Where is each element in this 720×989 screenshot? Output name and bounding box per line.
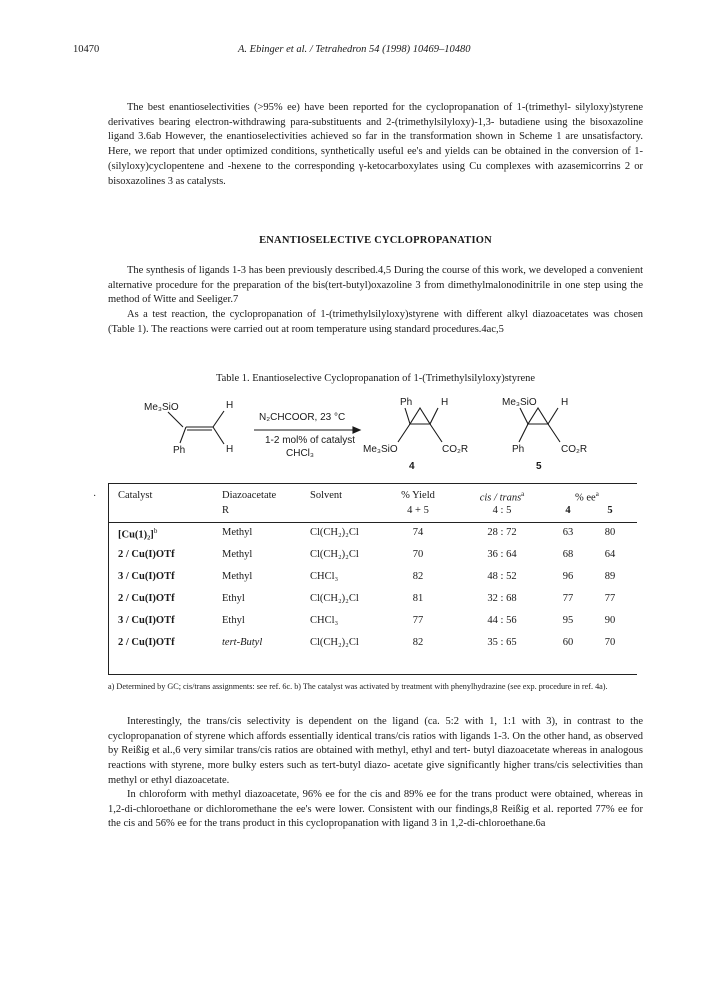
text-line: diazoacetates was chosen (Table 1). The reactions were carried out at room temperature using standard [108,309,644,335]
table-header-row-2 [108,505,637,521]
text-line: procedures.4ac,5 [432,323,504,335]
running-title: A. Ebinger et al. / Tetrahedron 54 (1998) 10469–10480 [238,44,471,55]
table-row [108,637,637,653]
catalyst-cell: 3 / Cu(I)OTf [118,615,175,626]
sm-ph: Ph [173,445,186,456]
margin-mark: · [93,491,97,502]
ee5-cell: 64 [604,549,616,560]
yield-cell: 81 [412,593,424,604]
ee5-cell: 70 [604,637,616,648]
header-cis-trans: cis / trans$^a$ [479,490,525,504]
diazoacetate-cell: Methyl [222,549,253,560]
text-line: synthetically useful ee's and yields can be obtained in the conversion of 1-(silyloxy)cyclopentene and -hexene [108,146,644,172]
text-line: acetate give significantly higher trans/cis selectivities than methyl or ethyl diazoacetate. [108,760,644,786]
diazoacetate-cell: Ethyl [222,593,245,604]
text-line: The synthesis of ligands 1-3 has been previously described.4,5 During the course of this work, we [127,265,541,276]
catalyst-cell: 2 / Cu(I)OTf [118,593,175,604]
header-ee-4: 4 [565,505,571,516]
synthesis-paragraph [108,264,643,308]
ee4-cell: 68 [562,549,574,560]
sm-h-bottom: H [226,444,234,455]
table-row [108,549,637,565]
intro-paragraph [108,101,643,189]
text-line: Interestingly, the trans/cis selectivity is dependent on the ligand (ca. 5:2 with 1, 1:1 with 3), in contrast [127,716,611,727]
p4-bond-h [430,408,438,424]
header-ee-5: 5 [607,505,613,516]
p4-bond-ph [405,408,410,424]
text-line: developed a convenient alternative procedure for the preparation of the bis(tert-butyl)oxazoline 3 from [108,265,644,291]
ratio-cell: 35 : 65 [487,637,517,648]
p5-bond-ph [519,424,528,442]
sm-bond-3 [213,411,224,427]
header-ee: % $ee^a$ [575,490,599,504]
yield-cell: 74 [412,527,424,538]
diazoacetate-cell: Ethyl [222,615,245,626]
text-line: catalysts. [187,175,226,187]
p5-me3sio: Me₃SiO [502,397,537,408]
yield-cell: 82 [412,571,424,582]
text-line: to the corresponding γ-ketocarboxylates using Cu complexes with azasemicorrins 2 or bisoxazolines 3 as [108,160,644,187]
text-line: butadiene using the bisoxazoline ligand 3.6ab However, the enantioselectivities achieved so far in the [108,116,644,143]
text-line: with ligand 3 in 1,2-di-chloroethane.6a [381,818,546,830]
header-4-to-5: 4 : 5 [492,505,512,516]
reagent-line-3: CHCl₃ [286,448,314,459]
ee5-cell: 90 [604,615,616,626]
table-row [108,527,637,543]
sm-bond-4 [213,427,224,444]
p4-bond-osi [398,424,410,442]
ratio-cell: 44 : 56 [487,615,517,626]
footnote-mark-b: b [153,527,158,535]
sm-bond-2 [180,427,186,443]
cyclopropane-4-ring [410,408,430,424]
text-line: In chloroform with methyl diazoacetate, 96% ee for the cis and 89% ee for the trans product were [127,789,552,800]
header-4-plus-5: 4 + 5 [407,505,429,516]
ee5-cell: 89 [604,571,616,582]
text-line: As a test reaction, the cyclopropanation of 1-(trimethylsilyloxy)styrene with different alkyl [127,309,528,320]
diazoacetate-cell: Methyl [222,571,253,582]
text-line: a) Determined by GC; cis/trans assignments: see ref. 6c. b) The catalyst was activated by treatment with phenylhydrazine [108,682,506,691]
catalyst-cell: $[Cu(1)_2]^b$ [118,527,158,541]
text-line: transformation shown in Scheme 1 are unsatisfactory. Here, we report that under optimized conditions, [108,131,644,158]
compound-5-label: 5 [536,461,542,472]
header-solvent: Solvent [310,490,343,501]
solvent-cell: CHCl₃ [310,615,339,626]
p5-h: H [561,397,569,408]
table-row [108,571,637,587]
yield-cell: 77 [412,615,424,626]
solvent-cell: Cl(CH₂)₂Cl [310,593,359,604]
table-bottom-rule [108,674,637,675]
sm-h-top: H [226,400,234,411]
header-diazoacetate: Diazoacetate [222,490,277,501]
table-footnotes [108,681,643,692]
p5-bond-osi [520,408,528,424]
yield-cell: 70 [412,549,424,560]
text-line: findings,8 Reißig et al. reported 77% ee for the cis and 56% ee for the trans product in this cyclopropanation [108,803,644,830]
selectivity-paragraph [108,715,643,789]
header-catalyst: Catalyst [118,490,153,501]
p5-co2r: CO₂R [561,444,588,455]
ee4-cell: 96 [562,571,574,582]
ee4-cell: 60 [562,637,574,648]
solvent-cell: Cl(CH₂)₂Cl [310,527,359,538]
catalyst-cell: 3 / Cu(I)OTf [118,571,175,582]
diazoacetate-cell: Methyl [222,527,253,538]
table-row [108,615,637,631]
ratio-cell: 32 : 68 [487,593,517,604]
text-line: other hand, as observed by Reißig et al.,6 very similar trans/cis ratios are obtained with methyl, ethyl and tert- [108,730,643,757]
chloroform-paragraph [108,788,643,832]
ee5-cell: 77 [604,593,616,604]
yield-cell: 82 [412,637,424,648]
ratio-cell: 28 : 72 [487,527,517,538]
text-line: to the cyclopropanation of styrene which affords essentially identical trans/cis ratios with ligands 1-3. On the [108,716,643,742]
table-header-row-1 [108,490,637,506]
p4-ph: Ph [400,397,413,408]
sm-me3sio: Me₃SiO [144,402,179,413]
p4-me3sio: Me₃SiO [363,444,398,455]
ratio-cell: 36 : 64 [487,549,517,560]
text-line: silyloxy)styrene derivatives bearing electron-withdrawing para-substituents and 2-(trimethylsilyloxy)-1,3- [108,102,643,128]
catalyst-cell: 2 / Cu(I)OTf [118,637,175,648]
solvent-cell: Cl(CH₂)₂Cl [310,549,359,560]
reaction-scheme [108,394,643,474]
text-line: dimethylmalonodinitrile in one step using the method of Witte and Seeliger.7 [108,279,644,306]
diazoacetate-cell: tert-Butyl [222,637,263,648]
p4-co2r: CO₂R [442,444,469,455]
test-reaction-paragraph [108,308,643,337]
page-number: 10470 [73,44,100,55]
ee4-cell: 95 [562,615,574,626]
cyclopropane-5-ring [528,408,548,424]
ee4-cell: 77 [562,593,574,604]
reagent-line-1: N₂CHCOOR, 23 °C [259,412,346,423]
reagent-line-2: 1-2 mol% of catalyst [265,435,356,446]
p5-bond-h [548,408,558,424]
ratio-cell: 48 : 52 [487,571,517,582]
table-caption: Table 1. Enantioselective Cyclopropanation of 1-(Trimethylsilyloxy)styrene [215,373,536,384]
table-header-rule [108,522,637,523]
ee5-cell: 80 [604,527,616,538]
solvent-cell: Cl(CH₂)₂Cl [310,637,359,648]
section-heading: ENANTIOSELECTIVE CYCLOPROPANATION [259,235,492,246]
solvent-cell: CHCl₃ [310,571,339,582]
sm-bond-1 [168,412,183,427]
compound-4-label: 4 [409,461,415,472]
text-line: butyl diazoacetate whereas in analogous reactions with styrene, more bulky esters such as tert-butyl diazo- [108,745,643,772]
header-yield: % Yield [401,490,435,501]
p4-bond-co2r [430,424,442,442]
p5-ph: Ph [512,444,525,455]
text-line: The best enantioselectivities (>95% ee) have been reported for the cyclopropanation of 1-(trimethyl- [127,102,571,113]
reaction-arrowhead [353,427,360,433]
text-line: (see exp. procedure in ref. 4a). [507,682,608,691]
p5-bond-co2r [548,424,560,442]
table-row [108,593,637,609]
catalyst-cell: 2 / Cu(I)OTf [118,549,175,560]
text-line: obtained, whereas in 1,2-di-chloroethane or dichloromethane the ee's were lower. Consistent with our [108,789,643,815]
p4-h: H [441,397,449,408]
table-top-rule [108,483,637,484]
header-r: R [222,505,230,516]
ee4-cell: 63 [562,527,574,538]
